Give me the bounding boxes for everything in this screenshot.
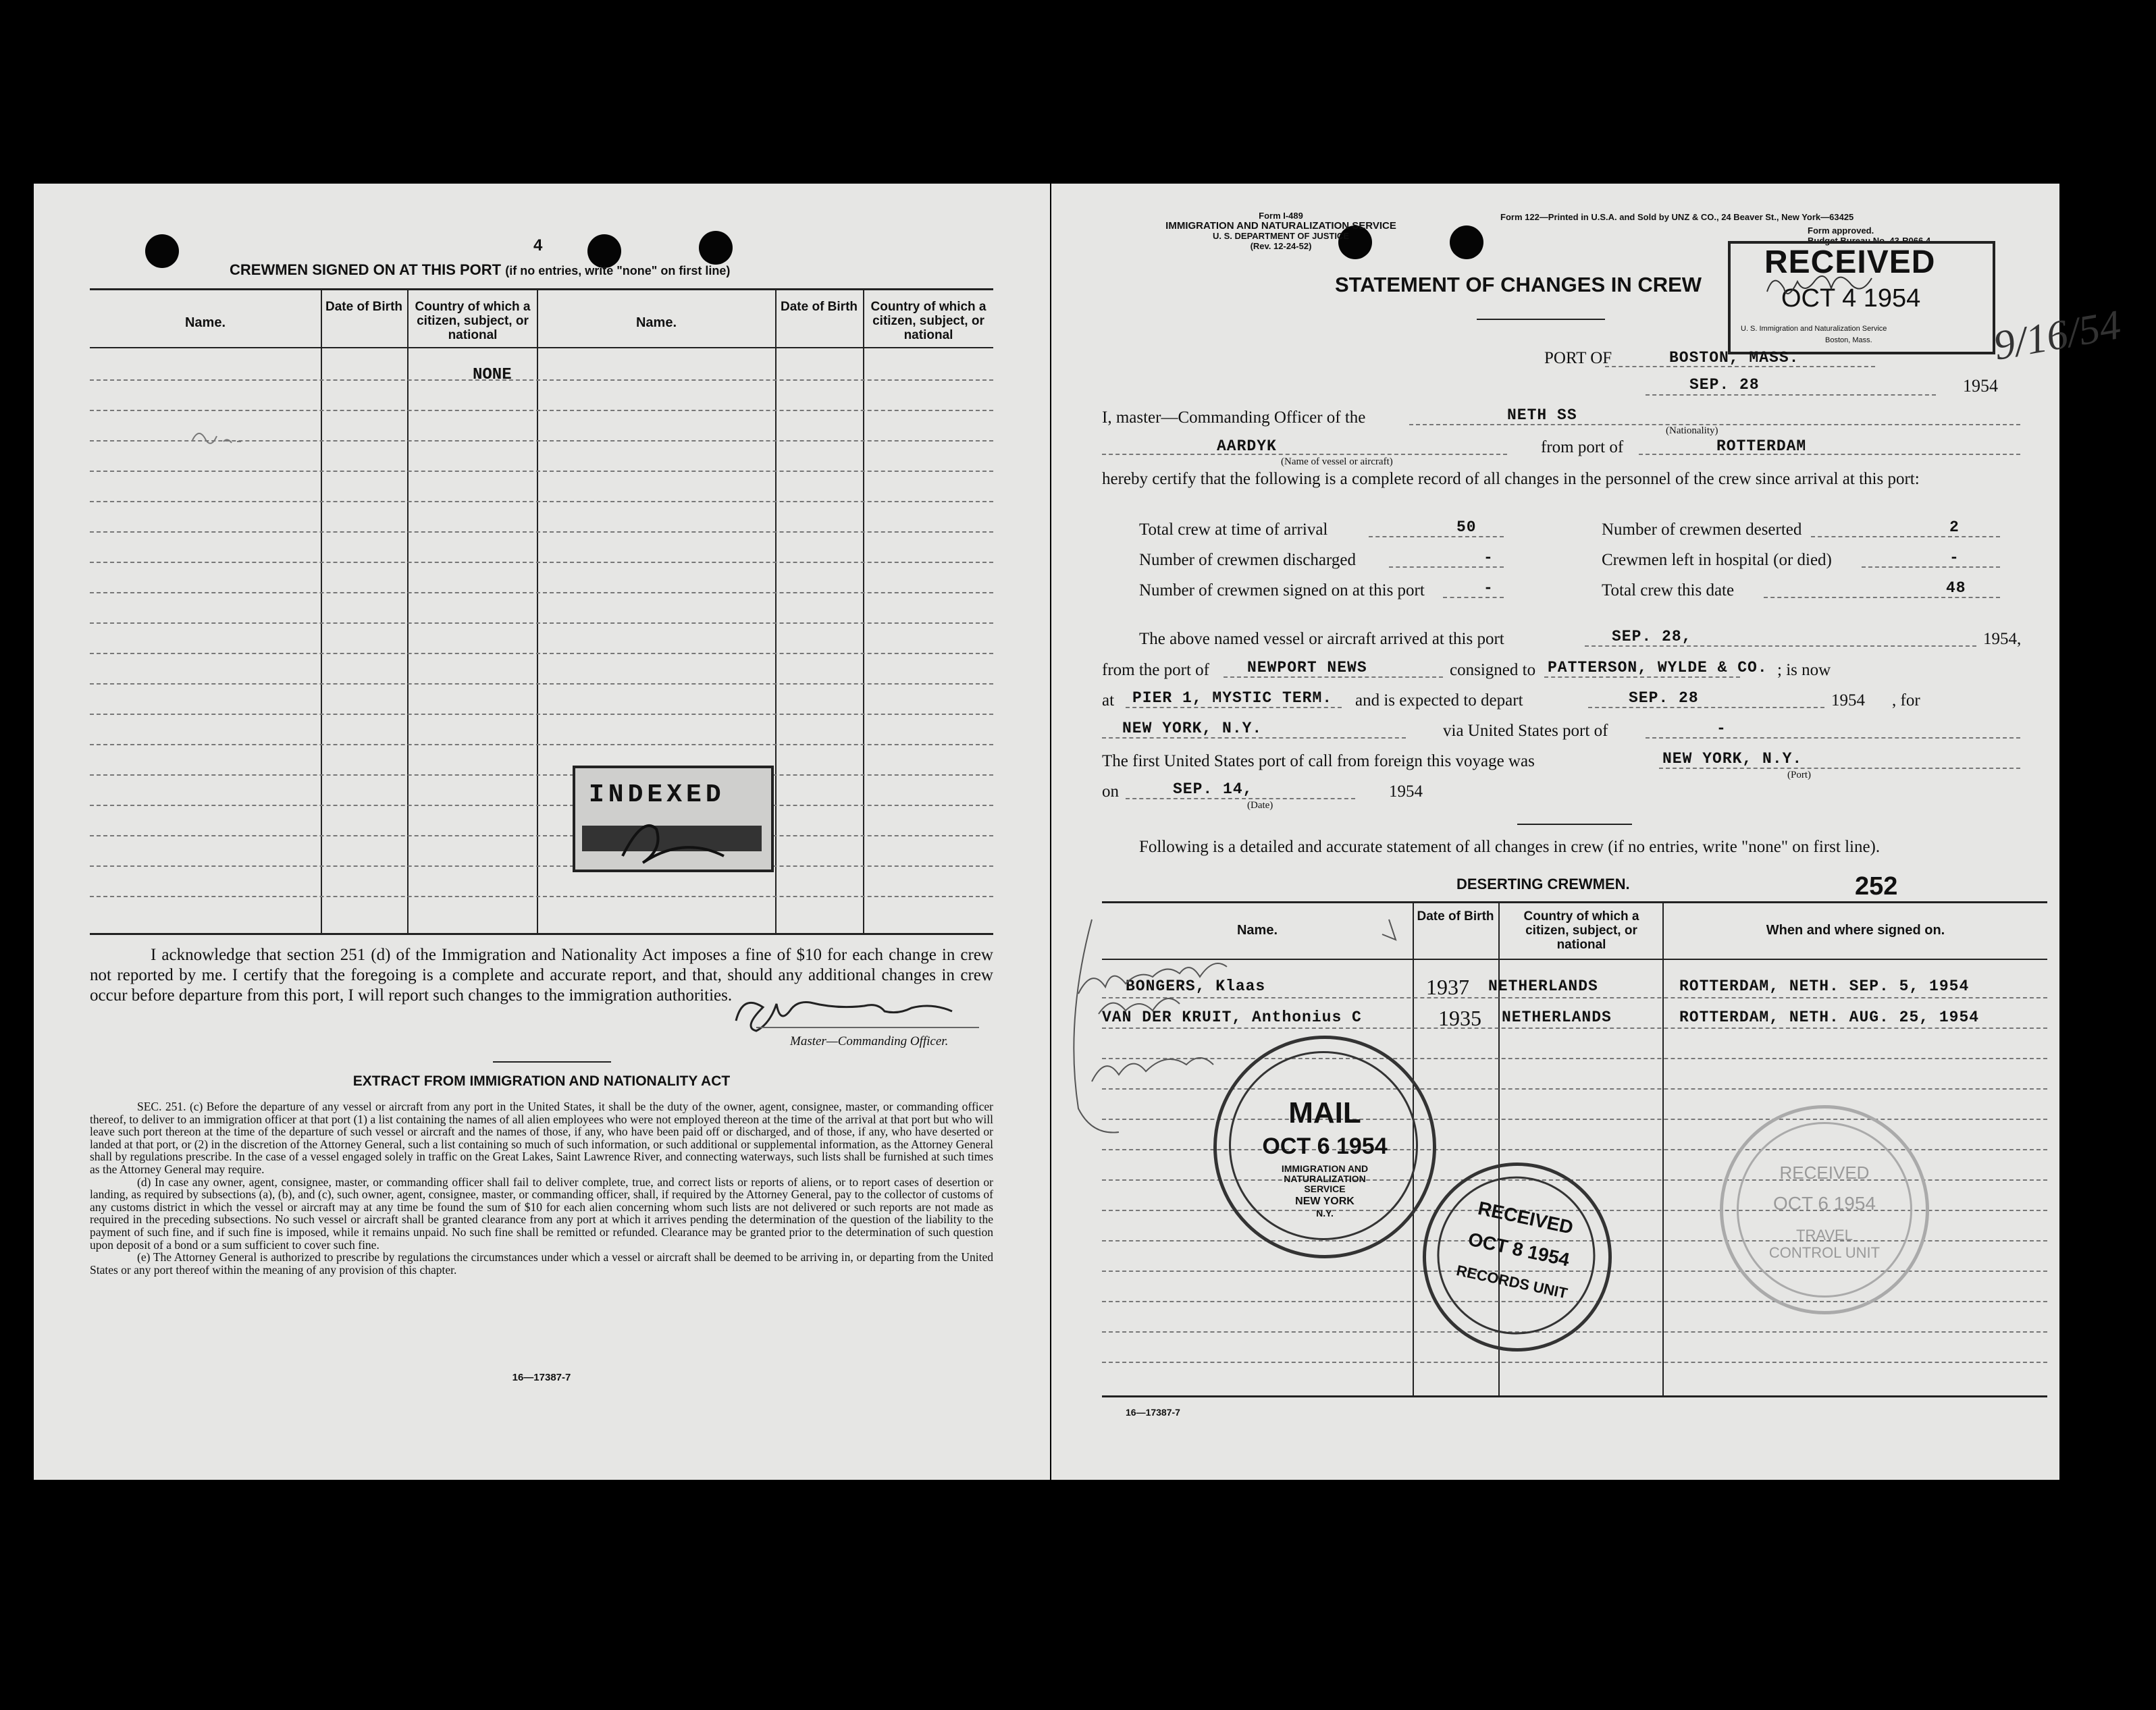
port-value: BOSTON, MASS. (1669, 349, 1799, 367)
via-label: via United States port of (1443, 722, 1608, 740)
signature-label: Master—Commanding Officer. (790, 1034, 949, 1048)
count-value-hospital: - (1949, 549, 1960, 566)
master-signature (709, 987, 1006, 1038)
count-value-deserted: 2 (1949, 518, 1960, 536)
column-header-dob-2: Date of Birth (781, 300, 858, 314)
first-port-label: The first United States port of call from foreign this voyage was (1102, 752, 1535, 770)
indexed-stamp: INDEXED (573, 766, 774, 872)
master-label: I, master—Commanding Officer of the (1102, 408, 1366, 427)
handwriting-mark (1760, 265, 1882, 305)
first-port-date-caption: (Date) (1247, 800, 1273, 811)
handwritten-date: 9/16/54 (1990, 302, 2124, 369)
mail-stamp: MAIL OCT 6 1954 IMMIGRATION AND NATURALIZATION SERVICE NEW YORK N.Y. (1213, 1036, 1436, 1258)
vessel-caption: (Name of vessel or aircraft) (1281, 456, 1393, 467)
count-value-total: 48 (1946, 579, 1966, 597)
deserter-signed-on: ROTTERDAM, NETH. AUG. 25, 1954 (1679, 1009, 1980, 1026)
received-stamp-boston: RECEIVED OCT 4 1954 U. S. Immigration and Naturalization Service Boston, Mass. (1728, 241, 1995, 354)
arrival-date: SEP. 28, (1612, 628, 1692, 645)
via-port: - (1716, 720, 1727, 737)
left-page (34, 184, 1050, 1480)
for-label: , for (1892, 691, 1920, 710)
first-port: NEW YORK, N.Y. (1662, 750, 1803, 768)
records-unit-stamp: RECEIVED OCT 8 1954 RECORDS UNIT (1405, 1145, 1629, 1369)
count-label-deserted: Number of crewmen deserted (1602, 520, 1802, 539)
deserter-dob: 1935 (1438, 1006, 1481, 1030)
form-approval: Form approved. Budget Bureau No. 43-R066.4. (1808, 225, 1933, 246)
from-port-value: ROTTERDAM (1716, 437, 1807, 455)
nationality-value: NETH SS (1507, 406, 1577, 424)
column-header-dob: Date of Birth (325, 300, 402, 314)
deserters-header-country: Country of which a citizen, subject, or national (1523, 909, 1639, 952)
count-label-total: Total crew this date (1602, 581, 1735, 599)
punch-hole (145, 234, 179, 268)
left-footer-code: 16—17387-7 (512, 1372, 571, 1383)
first-port-caption: (Port) (1787, 770, 1811, 780)
following-text: Following is a detailed and accurate statement of all changes in crew (if no entries, write "none" on first line). (1139, 838, 1881, 856)
count-value-arrival: 50 (1456, 518, 1477, 536)
extract-section-e: (e) The Attorney General is authorized to prescribe by regulations the circumstances under which a vessel or aircraft shall be deemed to be arriving in, or departing from the United States or any port thereof within the meaning of any provision of this chapter. (90, 1250, 993, 1277)
page-number: 4 (533, 236, 543, 255)
extract-section-d: (d) In case any owner, agent, consignee, master, or commanding officer shall fail to deliver complete, true, and correct lists or reports of aliens, or to report cases of desertion or landing, as required by subsections (a), (b), and (c), such owner, agent, consignee, master, or commanding officer, shall, if required by the Attorney General, pay to the collector of customs of any customs district in which the vessel or aircraft may at any time be found the sum of $10 for each alien concerning whom such lists are not delivered or such reports are not made as required in the preceding subsections. No such vessel or aircraft shall be granted clearance from any port at which it arrives pending the determination of the question of the liability to the payment of such fine, and if such fine is imposed, while it remains unpaid. No such fine shall be remitted or refunded. Clearance may be granted prior to the determination of such question upon deposit of a bond or a sum sufficient to cover such fine. (90, 1175, 993, 1252)
deserters-header-signed-on: When and where signed on. (1766, 923, 1945, 938)
column-header-country-2: Country of which a citizen, subject, or national (870, 300, 987, 342)
deserter-name: VAN DER KRUIT, Anthonius C (1102, 1009, 1362, 1026)
deserter-country: NETHERLANDS (1488, 978, 1598, 995)
printer-note: Form 122—Printed in U.S.A. and Sold by UNZ & CO., 24 Beaver St., New York—63425 (1500, 212, 1854, 222)
certify-text: hereby certify that the following is a complete record of all changes in the personnel of the crew since arrival at this port: (1102, 470, 1920, 488)
prior-port: NEWPORT NEWS (1247, 659, 1367, 676)
travel-control-stamp: RECEIVED OCT 6 1954 TRAVEL CONTROL UNIT (1720, 1105, 1929, 1314)
deserter-country: NETHERLANDS (1502, 1009, 1612, 1026)
pencil-mark (189, 420, 263, 454)
on-label: on (1102, 782, 1119, 801)
count-label-discharged: Number of crewmen discharged (1139, 551, 1356, 569)
nationality-caption: (Nationality) (1666, 425, 1718, 436)
arrival-year: 1954, (1983, 630, 2022, 648)
right-footer-code: 16—17387-7 (1126, 1407, 1180, 1418)
form-title: STATEMENT OF CHANGES IN CREW (1335, 273, 1702, 296)
count-label-signed-on: Number of crewmen signed on at this port (1139, 581, 1425, 599)
depart-year: 1954 (1831, 691, 1865, 710)
extract-section-c: SEC. 251. (c) Before the departure of any vessel or aircraft from any port in the United States, it shall be the duty of the owner, agent, consignee, master, or commanding officer thereof, to deliver to an immigration officer at that port (1) a list containing the names of all alien employees who were not employed thereon at the time of the arrival at that port but who will leave such port thereon at the time of the departure of such vessel or aircraft and the names of those, if any, who have been paid off or discharged, and of those, if any, who have deserted or landed at that port, or (2) in the discretion of the Attorney General, such a list containing so much of such information, or such additional or supplemental information, as the Attorney General shall by regulations prescribe. In the case of a vessel engaged solely in traffic on the Great Lakes, Saint Lawrence River, and connecting waterways, such lists shall be furnished at such times as the Attorney General may require. (90, 1100, 993, 1176)
column-header-name-2: Name. (635, 315, 677, 330)
from-port-of-label: from the port of (1102, 661, 1209, 679)
from-port-label: from port of (1541, 438, 1624, 456)
acknowledgement-text: I acknowledge that section 251 (d) of the Immigration and Nationality Act imposes a fine of $10 for each change in crew not reported by me. I certify that the foregoing is a complete and accurate report, and that, should any additional changes in crew occur before departure from this port, I will report such changes to the immigration authorities. (90, 946, 993, 1005)
statement-year: 1954 (1963, 376, 1998, 396)
right-page (1051, 184, 2124, 1480)
port-label: PORT OF (1544, 349, 1612, 367)
deserting-heading: DESERTING CREWMEN. (1456, 876, 1630, 892)
count-label-arrival: Total crew at time of arrival (1139, 520, 1328, 539)
vessel-name: AARDYK (1217, 437, 1277, 455)
deserter-signed-on: ROTTERDAM, NETH. SEP. 5, 1954 (1679, 978, 1970, 995)
at-label: at (1102, 691, 1115, 710)
deserters-header-name: Name. (1236, 923, 1278, 938)
count-value-signed-on: - (1483, 579, 1494, 597)
extract-body (90, 1100, 993, 1276)
count-label-hospital: Crewmen left in hospital (or died) (1602, 551, 1832, 569)
first-port-year: 1954 (1389, 782, 1423, 801)
arrival-text: The above named vessel or aircraft arrived at this port (1139, 630, 1504, 648)
consigned-label: consigned to (1450, 661, 1536, 679)
deserter-name: BONGERS, Klaas (1126, 978, 1266, 995)
sheet-number: 252 (1855, 872, 1898, 901)
statement-date: SEP. 28 (1689, 376, 1760, 394)
punch-hole (699, 231, 733, 265)
depart-label: and is expected to depart (1355, 691, 1523, 710)
depart-date: SEP. 28 (1629, 689, 1699, 707)
entry-none: NONE (473, 366, 512, 384)
consignee: PATTERSON, WYLDE & CO. (1548, 659, 1768, 676)
crewmen-signed-on-heading: CREWMEN SIGNED ON AT THIS PORT (if no entries, write "none" on first line) (230, 261, 731, 278)
deserter-dob: 1937 (1426, 975, 1469, 999)
first-port-date: SEP. 14, (1173, 780, 1253, 798)
column-header-country: Country of which a citizen, subject, or national (415, 300, 531, 342)
berth: PIER 1, MYSTIC TERM. (1132, 689, 1333, 707)
destination: NEW YORK, N.Y. (1122, 720, 1263, 737)
extract-title: EXTRACT FROM IMMIGRATION AND NATIONALITY ACT (352, 1073, 731, 1089)
count-value-discharged: - (1483, 549, 1494, 566)
deserters-header-dob: Date of Birth (1417, 909, 1494, 924)
now-at-label: ; is now (1777, 661, 1831, 679)
column-header-name: Name. (184, 315, 226, 330)
form-header: Form I-489 IMMIGRATION AND NATURALIZATION SERVICE U. S. DEPARTMENT OF JUSTICE (Rev. 12-24-52) (1165, 211, 1396, 251)
